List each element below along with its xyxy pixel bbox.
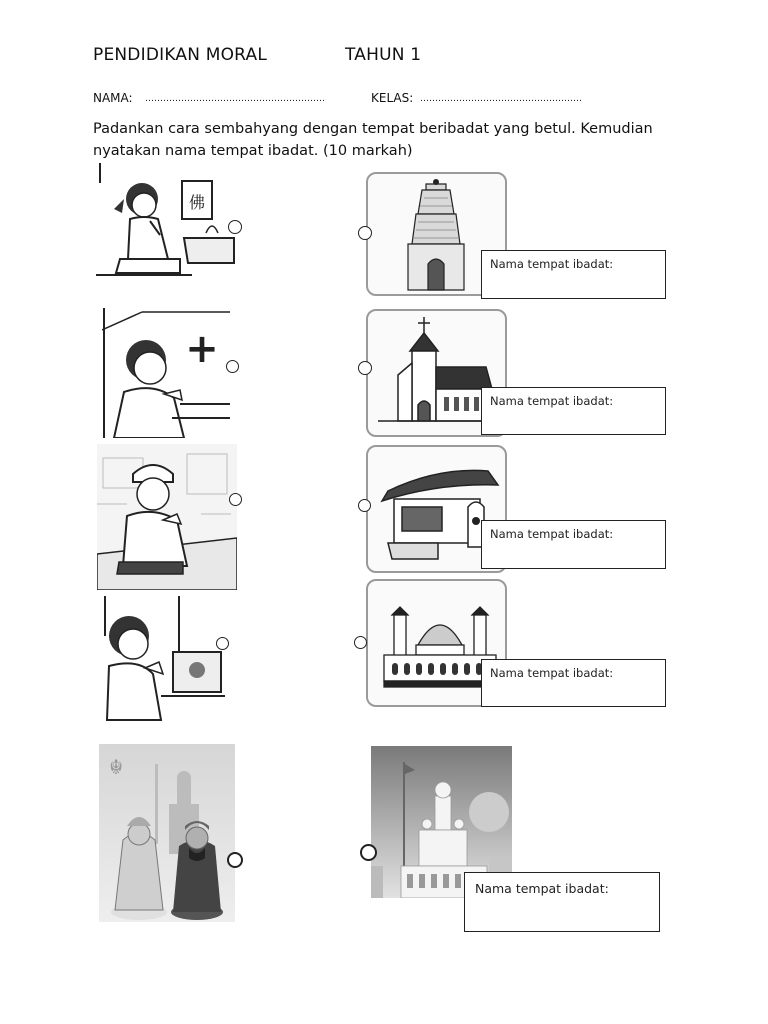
match-dot-right-5[interactable]	[360, 844, 377, 861]
match-dot-left-5[interactable]	[227, 852, 243, 868]
place-name-label-3: Nama tempat ibadat:	[490, 527, 614, 541]
muslim-boy-picture	[97, 444, 237, 590]
subject-title: PENDIDIKAN MORAL	[93, 45, 267, 65]
class-label: KELAS:	[371, 91, 414, 105]
place-name-box-3[interactable]	[481, 520, 666, 569]
class-blank[interactable]: ………………………………………………	[420, 94, 582, 104]
instruction-line-1: Padankan cara sembahyang dengan tempat beribadat yang betul. Kemudian	[93, 121, 653, 137]
christian-boy-picture	[102, 308, 230, 438]
place-name-box-4[interactable]	[481, 659, 666, 707]
place-name-label-2: Nama tempat ibadat:	[490, 394, 614, 408]
place-name-box-1[interactable]	[481, 250, 666, 299]
svg-text:☬: ☬	[109, 755, 124, 779]
place-name-label-5: Nama tempat ibadat:	[475, 881, 609, 896]
sikh-couple-picture	[99, 744, 235, 922]
match-dot-right-4[interactable]	[354, 636, 367, 649]
buddhist-girl-picture	[96, 163, 236, 293]
place-name-label-4: Nama tempat ibadat:	[490, 666, 614, 680]
year-title: TAHUN 1	[345, 45, 422, 65]
match-dot-right-1[interactable]	[358, 226, 372, 240]
place-name-box-5[interactable]	[464, 872, 660, 932]
instructions	[93, 118, 653, 162]
hindu-boy-picture	[101, 596, 225, 724]
place-name-label-1: Nama tempat ibadat:	[490, 257, 614, 271]
match-dot-left-2[interactable]	[226, 360, 239, 373]
match-dot-right-2[interactable]	[358, 361, 372, 375]
instruction-line-2: nyatakan nama tempat ibadat. (10 markah)	[93, 143, 413, 159]
name-label: NAMA:	[93, 91, 133, 105]
fo-character: 佛	[188, 193, 206, 212]
cross-symbol: +	[185, 326, 219, 372]
match-dot-left-4[interactable]	[216, 637, 229, 650]
place-name-box-2[interactable]	[481, 387, 666, 435]
name-blank[interactable]: ……………………………………………………	[145, 94, 325, 104]
match-dot-right-3[interactable]	[358, 499, 371, 512]
match-dot-left-1[interactable]	[228, 220, 242, 234]
match-dot-left-3[interactable]	[229, 493, 242, 506]
